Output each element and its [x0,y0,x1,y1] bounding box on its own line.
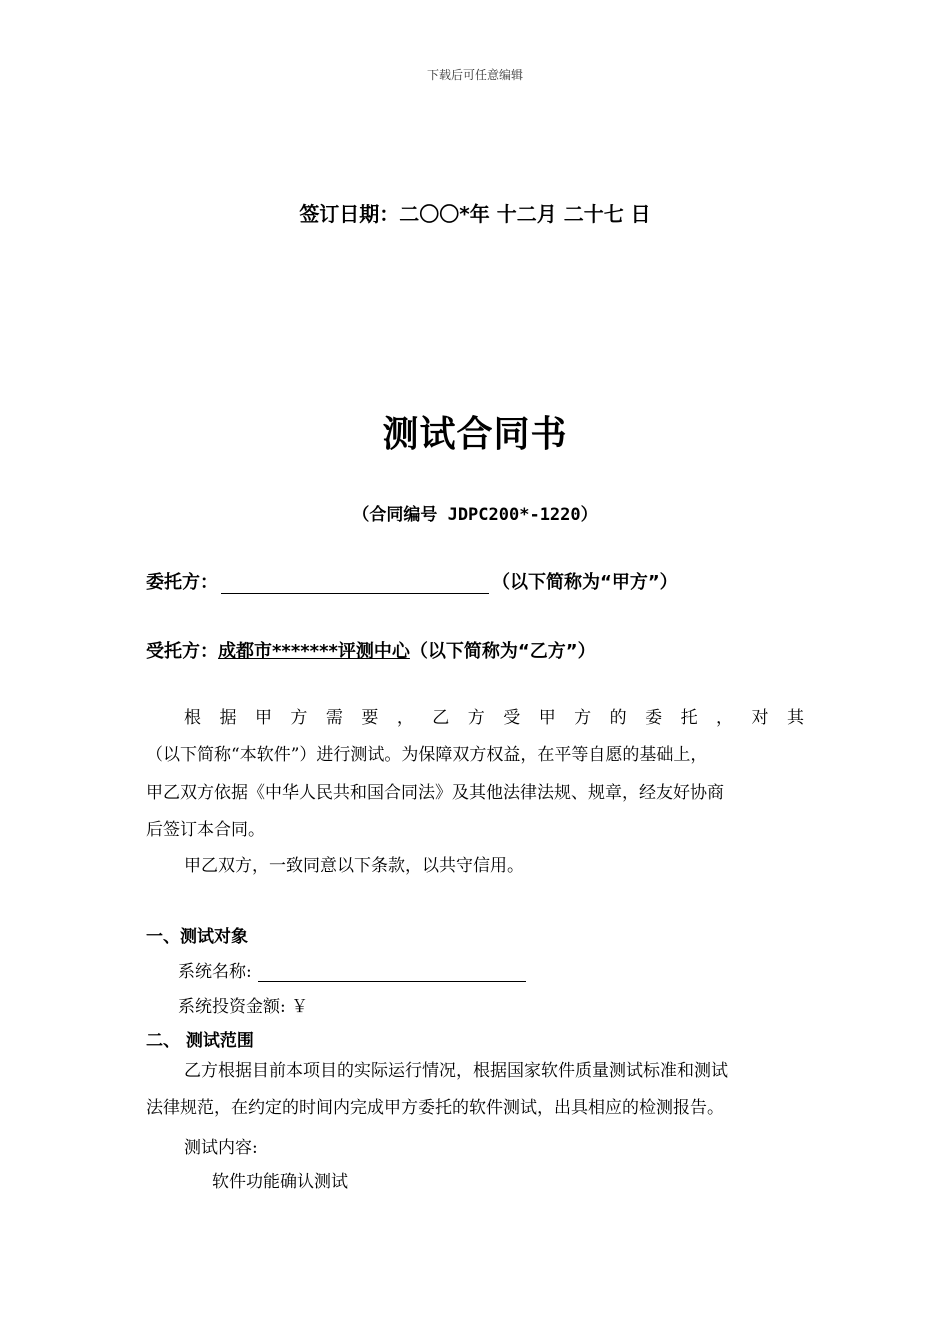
test-content-item: 软件功能确认测试 [212,1172,348,1192]
contractor-suffix: （以下简称为“乙方”） [409,641,596,662]
contractor-label: 受托方： [146,641,218,662]
section-2-line-1: 乙方根据目前本项目的实际运行情况，根据国家软件质量测试标准和测试 [184,1061,728,1081]
intro-line-5: 甲乙双方，一致同意以下条款，以共守信用。 [184,856,524,876]
section-1-title: 一、测试对象 [146,927,248,947]
contractor-line [146,637,596,663]
intro-line-1: 根据甲方需要，乙方受甲方的委托，对其 [184,708,804,728]
intro-line-3: 甲乙双方依据《中华人民共和国合同法》及其他法律法规、规章，经友好协商 [146,783,724,803]
header-note: 下载后可任意编辑 [426,68,523,82]
system-name-line [178,957,526,982]
document-title: 测试合同书 [382,414,568,455]
client-blank [221,575,489,594]
test-content-label: 测试内容: [184,1138,258,1158]
contractor-name: 成都市*******评测中心 [218,641,410,662]
contract-number: （合同编号 JDPC200*-1220） [352,505,598,525]
system-name-label: 系统名称: [178,962,252,982]
intro-line-4: 后签订本合同。 [146,820,265,840]
section-2-line-2: 法律规范，在约定的时间内完成甲方委托的软件测试，出具相应的检测报告。 [146,1098,724,1118]
sign-date: 签订日期：二〇〇*年 十二月 二十七 日 [299,202,651,226]
intro-line-2: （以下简称“本软件”）进行测试。为保障双方权益，在平等自愿的基础上， [146,745,708,765]
client-suffix: （以下简称为“甲方”） [492,572,678,593]
system-name-blank [258,963,526,982]
client-line [146,568,678,594]
section-2-title: 二、 测试范围 [146,1031,254,1051]
client-label: 委托方： [146,572,218,593]
investment-line: 系统投资金额: ￥ [178,997,309,1017]
